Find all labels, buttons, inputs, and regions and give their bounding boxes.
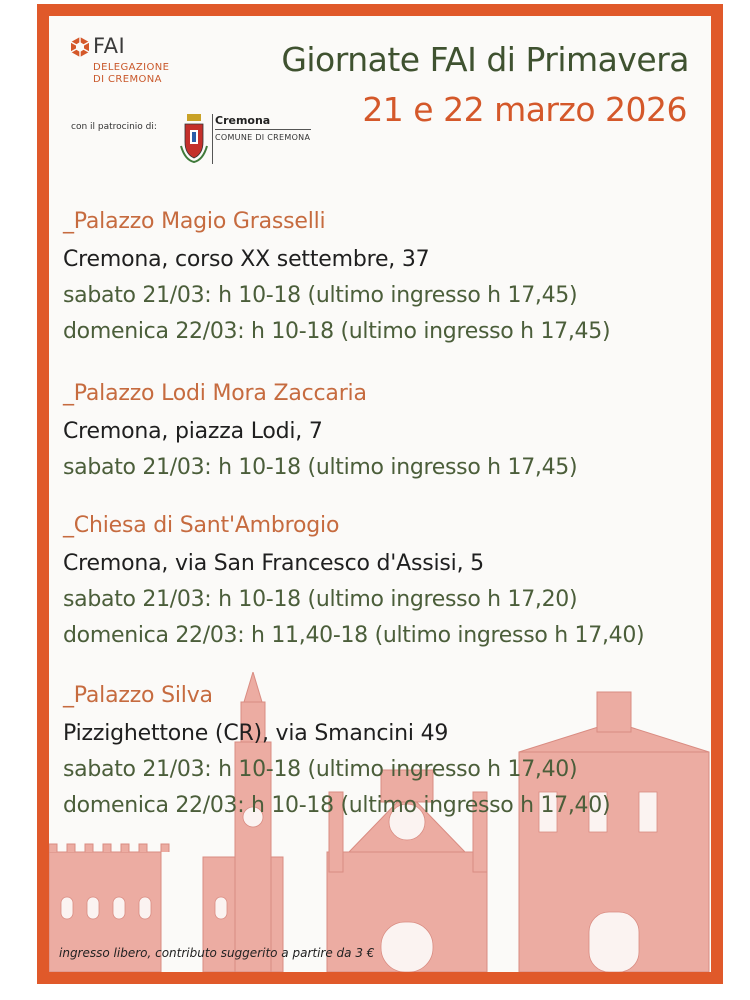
cremona-name: Cremona [215, 114, 271, 127]
patronage-label: con il patrocinio di: [71, 122, 157, 132]
venue-time: sabato 21/03: h 10-18 (ultimo ingresso h 17,45) [63, 283, 578, 308]
page-title: Giornate FAI di Primavera [281, 40, 689, 79]
venue-address: Pizzighettone (CR), via Smancini 49 [63, 721, 449, 746]
venue-address: Cremona, piazza Lodi, 7 [63, 419, 323, 444]
venue-time: sabato 21/03: h 10-18 (ultimo ingresso h 17,40) [63, 757, 578, 782]
venue-address: Cremona, via San Francesco d'Assisi, 5 [63, 551, 484, 576]
divider [212, 114, 213, 164]
venue-time: sabato 21/03: h 10-18 (ultimo ingresso h 17,20) [63, 587, 578, 612]
entry-note: ingresso libero, contributo suggerito a partire da 3 € [59, 946, 375, 960]
divider [215, 129, 311, 130]
venue-item [63, 680, 703, 824]
venue-name: _Palazzo Magio Grasselli [63, 209, 326, 234]
venue-address: Cremona, corso XX settembre, 37 [63, 247, 430, 272]
venue-time: domenica 22/03: h 11,40-18 (ultimo ingresso h 17,40) [63, 623, 645, 648]
cremona-comune: COMUNE DI CREMONA [215, 133, 311, 142]
venue-time: domenica 22/03: h 10-18 (ultimo ingresso h 17,45) [63, 319, 611, 344]
event-dates: 21 e 22 marzo 2026 [362, 90, 687, 129]
fai-wordmark: FAI [93, 34, 126, 58]
venue-name: _Palazzo Silva [63, 683, 213, 708]
venue-name: _Chiesa di Sant'Ambrogio [63, 513, 340, 538]
fai-delegation [93, 62, 169, 86]
venue-item [63, 206, 703, 350]
fai-delegation-line: DI CREMONA [93, 74, 162, 85]
venue-name: _Palazzo Lodi Mora Zaccaria [63, 381, 367, 406]
fai-logo-icon [69, 36, 91, 58]
venue-item [63, 378, 703, 486]
venue-item [63, 510, 703, 654]
poster-frame [37, 4, 723, 984]
fai-delegation-line: DELEGAZIONE [93, 62, 170, 73]
venue-time: sabato 21/03: h 10-18 (ultimo ingresso h 17,45) [63, 455, 578, 480]
venue-time: domenica 22/03: h 10-18 (ultimo ingresso h 17,40) [63, 793, 611, 818]
